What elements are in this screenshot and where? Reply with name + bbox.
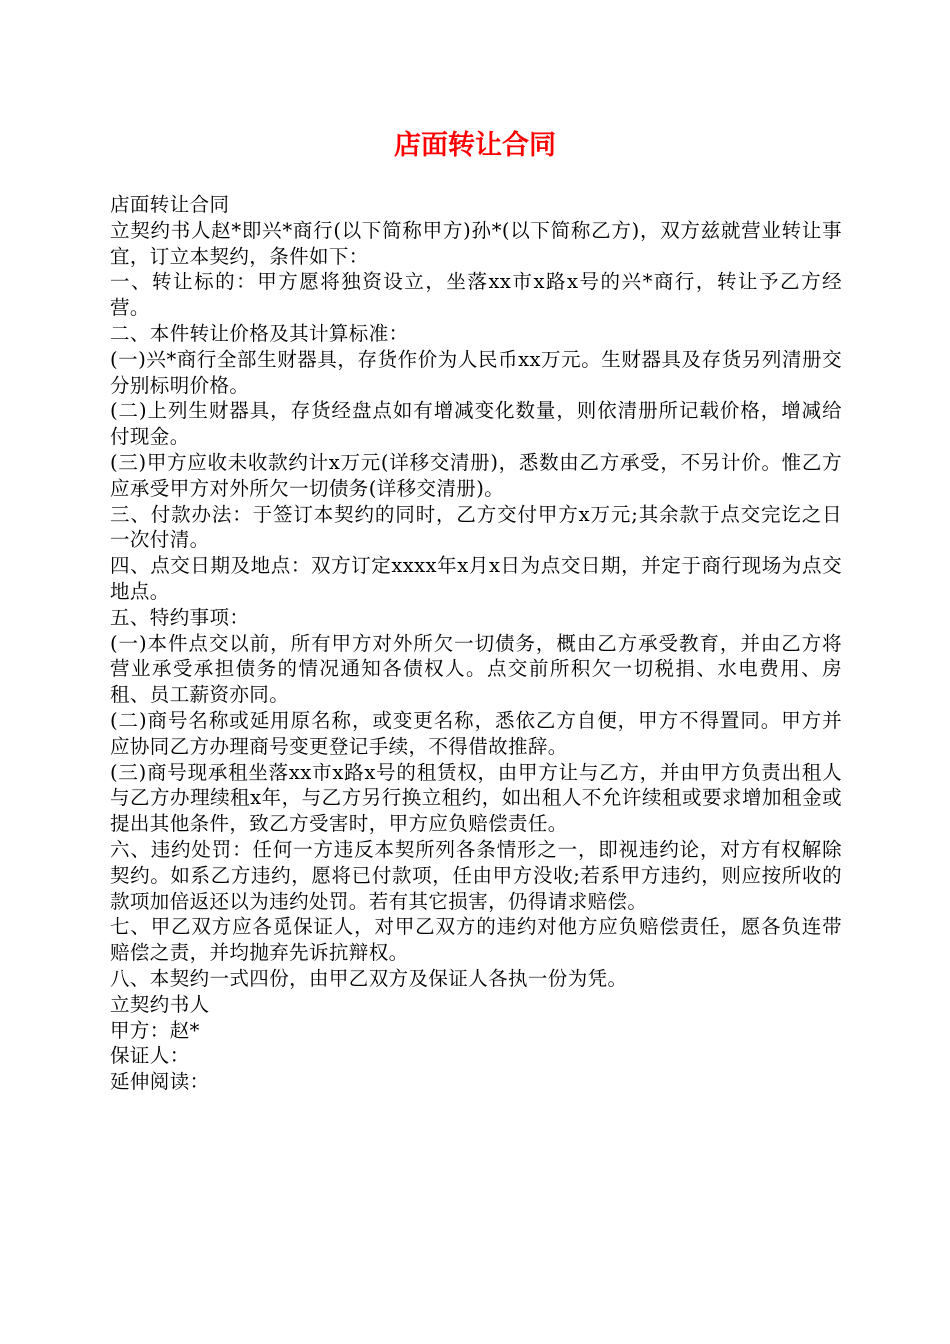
signatory-heading: 立契约书人 bbox=[110, 992, 210, 1016]
clause-8-copies: 八、本契约一式四份，由甲乙双方及保证人各执一份为凭。 bbox=[110, 966, 628, 990]
document-body bbox=[110, 192, 842, 1095]
paragraph-heading: 店面转让合同 bbox=[110, 193, 230, 216]
further-reading-line: 延伸阅读： bbox=[110, 1070, 210, 1094]
clause-2-item-2: (二)上列生财器具，存货经盘点如有增减变化数量，则依清册所记载价格，增减给付现金。 bbox=[110, 399, 842, 449]
clause-5-item-1: (一)本件点交以前，所有甲方对外所欠一切债务，概由乙方承受教育，并由乙方将营业承受承担债务的情况通知各债权人。点交前所积欠一切税捐、水电费用、房租、员工薪资亦同。 bbox=[110, 631, 842, 707]
clause-2-item-1: (一)兴*商行全部生财器具，存货作价为人民币xx万元。生财器具及存货另列清册交分别标明价格。 bbox=[110, 347, 842, 397]
paragraph-preamble: 立契约书人赵*即兴*商行(以下简称甲方)孙*(以下简称乙方)，双方兹就营业转让事宜，订立本契约，条件如下： bbox=[110, 218, 842, 268]
clause-5-item-3: (三)商号现承租坐落xx市x路x号的租赁权，由甲方让与乙方，并由甲方负责出租人与乙方办理续租x年，与乙方另行换立租约，如出租人不允许续租或要求增加租金或提出其他条件，致乙方受害时，甲方应负赔偿责任。 bbox=[110, 760, 842, 836]
document-title: 店面转让合同 bbox=[394, 130, 556, 161]
clause-7-guarantors: 七、甲乙双方应各觅保证人，对甲乙双方的违约对他方应负赔偿责任，愿各负连带赔偿之责，并均抛弃先诉抗辩权。 bbox=[110, 915, 842, 965]
clause-4-handover: 四、点交日期及地点：双方订定xxxx年x月x日为点交日期，并定于商行现场为点交地点。 bbox=[110, 554, 842, 603]
clause-5-item-2: (二)商号名称或延用原名称，或变更名称，悉依乙方自便，甲方不得置同。甲方并应协同乙方办理商号变更登记手续，不得借故推辞。 bbox=[110, 708, 842, 758]
clause-5-heading: 五、特约事项： bbox=[110, 605, 250, 629]
clause-1-subject: 一、转让标的：甲方愿将独资设立，坐落xx市x路x号的兴*商行，转让予乙方经营。 bbox=[110, 270, 842, 320]
clause-2-item-3: (三)甲方应收未收款约计x万元(详移交清册)，悉数由乙方承受，不另计价。惟乙方应承受甲方对外所欠一切债务(详移交清册)。 bbox=[110, 450, 842, 500]
party-a-line: 甲方：赵* bbox=[110, 1018, 200, 1042]
clause-3-payment: 三、付款办法：于签订本契约的同时，乙方交付甲方x万元;其余款于点交完讫之日一次付清。 bbox=[110, 502, 842, 552]
clause-2-heading: 二、本件转让价格及其计算标准： bbox=[110, 321, 409, 345]
guarantor-line: 保证人： bbox=[110, 1044, 190, 1068]
clause-6-penalty: 六、违约处罚：任何一方违反本契所列各条情形之一，即视违约论，对方有权解除契约。如系乙方违约，愿将已付款项，任由甲方没收;若系甲方违约，则应按所收的款项加倍返还以为违约处罚。若有其它损害，仍得请求赔偿。 bbox=[110, 837, 842, 913]
